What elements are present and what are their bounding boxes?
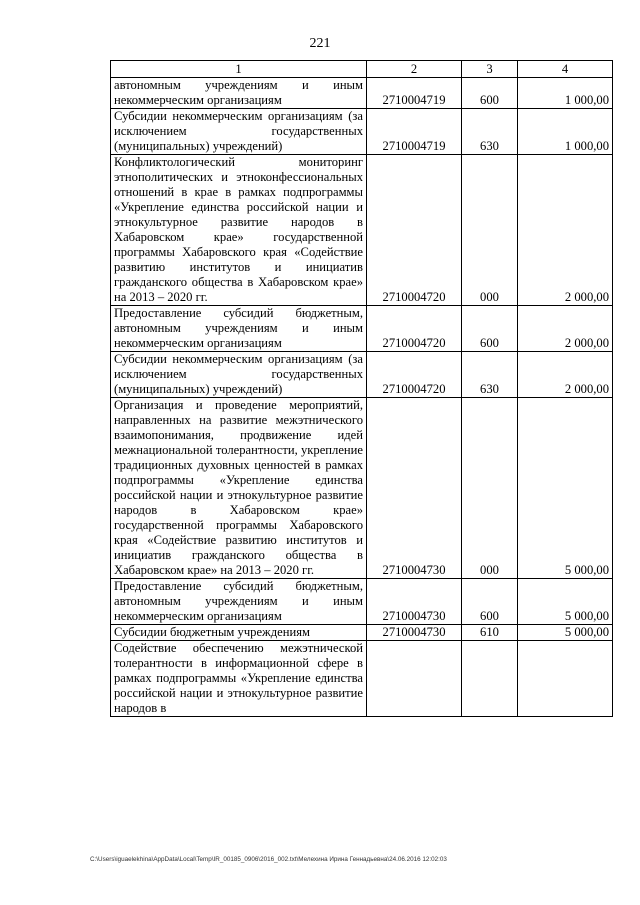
header-col-4: 4 bbox=[518, 61, 613, 78]
row-amount bbox=[518, 641, 613, 717]
table-row bbox=[111, 625, 613, 641]
row-code: 2710004730 bbox=[367, 625, 462, 641]
row-code: 2710004719 bbox=[367, 78, 462, 109]
row-code: 2710004720 bbox=[367, 352, 462, 398]
row-amount: 1 000,00 bbox=[518, 78, 613, 109]
footer-path: C:\Users\iguaelekhina\AppData\Local\Temp\IR_00185_0906\2016_002.txt\Мелехина Ирина Геннадьевна\24.06.2016 12:02:03 bbox=[90, 856, 447, 863]
page-number: 221 bbox=[309, 36, 331, 51]
row-type: 000 bbox=[462, 398, 518, 579]
row-code: 2710004730 bbox=[367, 579, 462, 625]
row-amount: 2 000,00 bbox=[518, 155, 613, 306]
table-row bbox=[111, 109, 613, 155]
table-row bbox=[111, 398, 613, 579]
row-amount: 5 000,00 bbox=[518, 579, 613, 625]
header-row bbox=[111, 61, 613, 78]
row-description: Предоставление субсидий бюджетным, автономным учреждениям и иным некоммерческим организациям bbox=[111, 306, 367, 352]
row-code: 2710004720 bbox=[367, 306, 462, 352]
row-description: Конфликтологический мониторинг этнополитических и этноконфессиональных отношений в крае в рамках подпрограммы «Укрепление единства российской нации и этнокультурное развитие народов в Хабаровском крае» государственной программы Хабаровского края «Содействие развитию институтов и инициатив гражданского общества в Хабаровском крае» на 2013 – 2020 гг. bbox=[111, 155, 367, 306]
row-type: 600 bbox=[462, 579, 518, 625]
row-type: 600 bbox=[462, 306, 518, 352]
table-row bbox=[111, 352, 613, 398]
row-type: 630 bbox=[462, 352, 518, 398]
table-row bbox=[111, 641, 613, 717]
row-amount: 2 000,00 bbox=[518, 352, 613, 398]
header-col-2: 2 bbox=[367, 61, 462, 78]
row-type: 600 bbox=[462, 78, 518, 109]
row-code: 2710004730 bbox=[367, 398, 462, 579]
header-col-3: 3 bbox=[462, 61, 518, 78]
table-row bbox=[111, 579, 613, 625]
row-code: 2710004720 bbox=[367, 155, 462, 306]
row-description: Предоставление субсидий бюджетным, автономным учреждениям и иным некоммерческим организациям bbox=[111, 579, 367, 625]
row-code: 2710004719 bbox=[367, 109, 462, 155]
table-row bbox=[111, 306, 613, 352]
row-description: Содействие обеспечению межэтнической толерантности в информационной сфере в рамках подпрограммы «Укрепление единства российской нации и этнокультурное развитие народов в bbox=[111, 641, 367, 717]
row-description: автономным учреждениям и иным некоммерческим организациям bbox=[111, 78, 367, 109]
row-amount: 2 000,00 bbox=[518, 306, 613, 352]
table-row bbox=[111, 155, 613, 306]
row-code bbox=[367, 641, 462, 717]
row-type: 630 bbox=[462, 109, 518, 155]
row-amount: 1 000,00 bbox=[518, 109, 613, 155]
row-description: Субсидии некоммерческим организациям (за исключением государственных (муниципальных) учреждений) bbox=[111, 352, 367, 398]
header-col-1: 1 bbox=[111, 61, 367, 78]
row-amount: 5 000,00 bbox=[518, 398, 613, 579]
row-type: 610 bbox=[462, 625, 518, 641]
row-description: Субсидии бюджетным учреждениям bbox=[111, 625, 367, 641]
row-description: Субсидии некоммерческим организациям (за исключением государственных (муниципальных) учреждений) bbox=[111, 109, 367, 155]
row-type bbox=[462, 641, 518, 717]
row-type: 000 bbox=[462, 155, 518, 306]
table-row bbox=[111, 78, 613, 109]
budget-table bbox=[110, 60, 613, 717]
row-amount: 5 000,00 bbox=[518, 625, 613, 641]
row-description: Организация и проведение мероприятий, направленных на развитие межэтнического взаимопонимания, продвижение идей межнациональной толерантности, укрепление традиционных духовных ценностей в рамках подпрограммы «Укрепление единства российской нации и этнокультурное развитие народов в Хабаровском крае» государственной программы Хабаровского края «Содействие развитию институтов и инициатив гражданского общества в Хабаровском крае» на 2013 – 2020 гг. bbox=[111, 398, 367, 579]
